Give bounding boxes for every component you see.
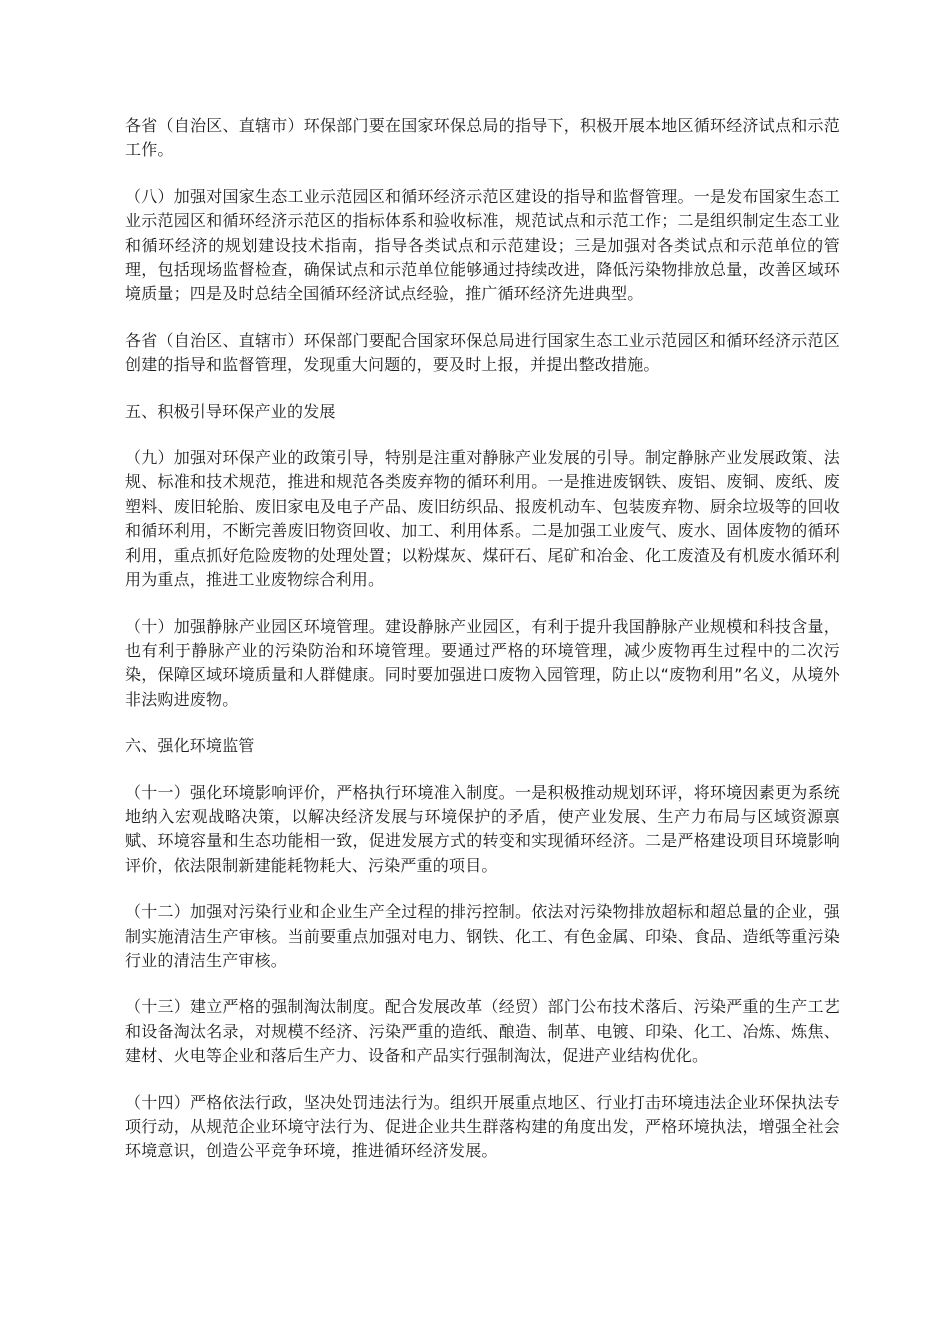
paragraph-item-10: （十）加强静脉产业园区环境管理。建设静脉产业园区，有利于提升我国静脉产业规模和科技含量，也有利于静脉产业的污染防治和环境管理。要通过严格的环境管理，减少废物再生过程中的二次污染，保障区域环境质量和人群健康。同时要加强进口废物入园管理，防止以“废物利用”名义，从境外非法购进废物。 <box>125 616 840 709</box>
paragraph-provincial-supervision: 各省（自治区、直辖市）环保部门要配合国家环保总局进行国家生态工业示范园区和循环经济示范区创建的指导和监督管理，发现重大问题的，要及时上报，并提出整改措施。 <box>125 330 840 375</box>
paragraph-item-8: （八）加强对国家生态工业示范园区和循环经济示范区建设的指导和监督管理。一是发布国家生态工业示范园区和循环经济示范区的指标体系和验收标准，规范试点和示范工作；二是组织制定生态工业和循环经济的规划建设技术指南，指导各类试点和示范建设；三是加强对各类试点和示范单位的管理，包括现场监督检查，确保试点和示范单位能够通过持续改进，降低污染物排放总量，改善区域环境质量；四是及时总结全国循环经济试点经验，推广循环经济先进典型。 <box>125 186 840 304</box>
section-heading-6: 六、强化环境监管 <box>125 736 255 756</box>
paragraph-provincial-pilot: 各省（自治区、直辖市）环保部门要在国家环保总局的指导下，积极开展本地区循环经济试点和示范工作。 <box>125 116 840 160</box>
section-heading-5: 五、积极引导环保产业的发展 <box>125 401 336 421</box>
paragraph-item-12: （十二）加强对污染行业和企业生产全过程的排污控制。依法对污染物排放超标和超总量的企业，强制实施清洁生产审核。当前要重点加强对电力、钢铁、化工、有色金属、印染、食品、造纸等重污染行业的清洁生产审核。 <box>125 902 840 970</box>
document-body <box>125 114 840 1164</box>
paragraph-item-13: （十三）建立严格的强制淘汰制度。配合发展改革（经贸）部门公布技术落后、污染严重的生产工艺和设备淘汰名录，对规模不经济、污染严重的造纸、酿造、制革、电镀、印染、化工、冶炼、炼焦、建材、火电等企业和落后生产力、设备和产品实行强制淘汰，促进产业结构优化。 <box>125 997 840 1066</box>
paragraph-item-11: （十一）强化环境影响评价，严格执行环境准入制度。一是积极推动规划环评，将环境因素更为系统地纳入宏观战略决策，以解决经济发展与环境保护的矛盾，使产业发展、生产力布局与区域资源禀赋、环境容量和生态功能相一致，促进发展方式的转变和实现循环经济。二是严格建设项目环境影响评价，依法限制新建能耗物耗大、污染严重的项目。 <box>125 782 840 875</box>
paragraph-item-9: （九）加强对环保产业的政策引导，特别是注重对静脉产业发展的引导。制定静脉产业发展政策、法规、标准和技术规范，推进和规范各类废弃物的循环利用。一是推进废钢铁、废铝、废铜、废纸、废塑料、废旧轮胎、废旧家电及电子产品、废旧纺织品、报废机动车、包装废弃物、厨余垃圾等的回收和循环利用，不断完善废旧物资回收、加工、利用体系。二是加强工业废气、废水、固体废物的循环利用，重点抓好危险废物的处理处置；以粉煤灰、煤矸石、尾矿和冶金、化工废渣及有机废水循环利用为重点，推进工业废物综合利用。 <box>125 448 840 590</box>
paragraph-item-14: （十四）严格依法行政，坚决处罚违法行为。组织开展重点地区、行业打击环境违法企业环保执法专项行动，从规范企业环境守法行为、促进企业共生群落构建的角度出发，严格环境执法，增强全社会环境意识，创造公平竞争环境，推进循环经济发展。 <box>125 1092 840 1161</box>
